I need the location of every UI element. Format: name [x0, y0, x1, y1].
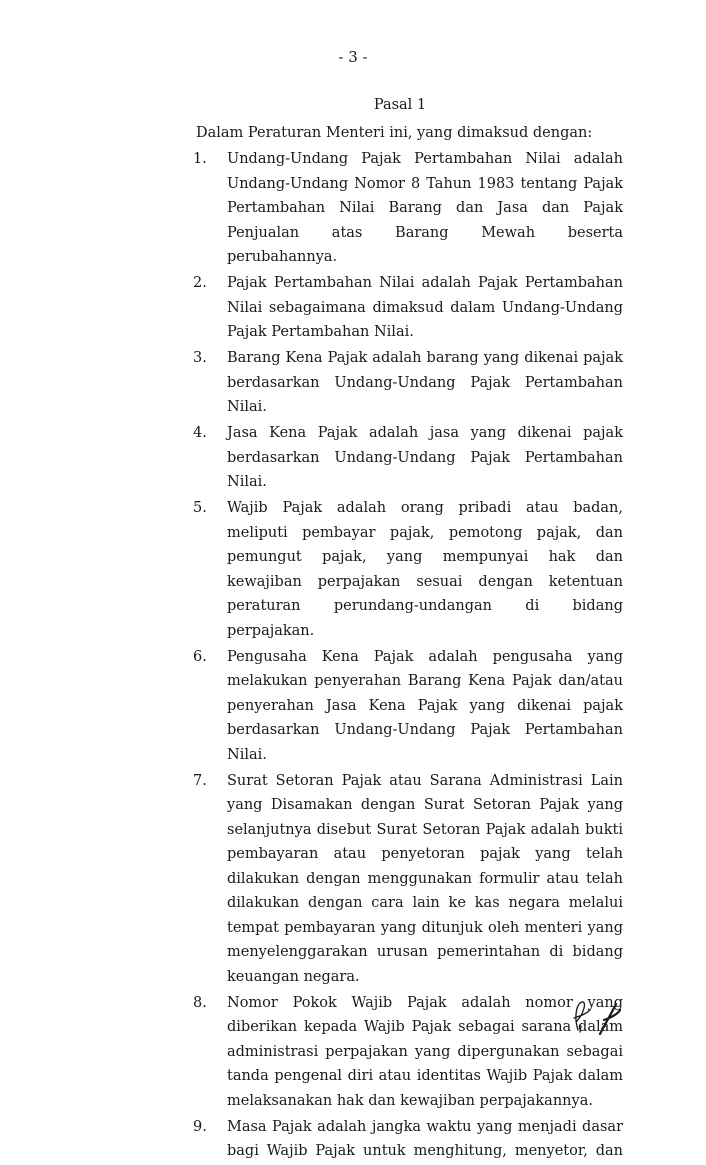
item-number: 3.	[193, 350, 207, 366]
item-text: Pengusaha Kena Pajak adalah pengusaha yang melakukan penyerahan Barang Kena Pajak dan/atau penyerahan Jasa Kena Pajak yang dikenai pajak berdasarkan Undang-Undang Pajak Pertambahan Nilai.	[227, 648, 623, 763]
item-text: Surat Setoran Pajak atau Sarana Administrasi Lain yang Disamakan dengan Surat Setoran Pajak yang selanjutnya disebut Surat Setoran Pajak adalah bukti pembayaran atau penyetoran pajak yang telah dilakukan dengan menggunakan formulir atau telah dilakukan dengan cara lain ke kas negara melalui tempat pembayaran yang ditunjuk oleh menteri yang menyelenggarakan urusan pemerintahan di bidang keuangan negara.	[227, 772, 623, 985]
item-number: 4.	[193, 425, 207, 441]
article-heading: Pasal 1	[373, 97, 427, 113]
item-number: 6.	[193, 648, 207, 665]
definition-item	[193, 1115, 623, 1164]
item-text: Wajib Pajak adalah orang pribadi atau badan, meliputi pembayar pajak, pemotong pajak, dan pemungut pajak, yang mempunyai hak dan kewajiban perpajakan sesuai dengan ketentuan peraturan perundang-undangan di bidang perpajakan.	[227, 500, 623, 639]
item-number: 2.	[193, 275, 207, 291]
definition-item	[193, 496, 623, 643]
definition-list	[193, 147, 623, 1165]
item-number: 1.	[193, 151, 207, 167]
definition-item	[193, 346, 623, 420]
item-text: Jasa Kena Pajak adalah jasa yang dikenai pajak berdasarkan Undang-Undang Pajak Pertambahan Nilai.	[227, 425, 623, 490]
item-number: 7.	[193, 772, 207, 789]
item-number: 8.	[193, 994, 207, 1011]
definition-item	[193, 645, 623, 768]
definition-item	[193, 769, 623, 990]
item-number: 5.	[193, 500, 207, 516]
page-number: - 3 -	[338, 48, 368, 66]
definition-item	[193, 271, 623, 345]
paraf-initials	[560, 996, 630, 1036]
definition-item	[193, 421, 623, 495]
intro-text: Dalam Peraturan Menteri ini, yang dimaksud dengan:	[196, 125, 593, 141]
item-text: Undang-Undang Pajak Pertambahan Nilai adalah Undang-Undang Nomor 8 Tahun 1983 tentang Pajak Pertambahan Nilai Barang dan Jasa dan Pajak Penjualan atas Barang Mewah beserta perubahannya.	[227, 151, 623, 265]
item-text: Nomor Pokok Wajib Pajak adalah nomor yang diberikan kepada Wajib Pajak sebagai sarana dalam administrasi perpajakan yang dipergunakan sebagai tanda pengenal diri atau identitas Wajib Pajak dalam melaksanakan hak dan kewajiban perpajakannya.	[227, 994, 623, 1109]
item-number: 9.	[193, 1118, 207, 1135]
definition-item	[193, 147, 623, 270]
definition-item	[193, 991, 623, 1114]
item-text: Masa Pajak adalah jangka waktu yang menjadi dasar bagi Wajib Pajak untuk menghitung, menyetor, dan	[227, 1118, 623, 1159]
item-text: Barang Kena Pajak adalah barang yang dikenai pajak berdasarkan Undang-Undang Pajak Pertambahan Nilai.	[227, 350, 623, 415]
item-text: Pajak Pertambahan Nilai adalah Pajak Pertambahan Nilai sebagaimana dimaksud dalam Undang-Undang Pajak Pertambahan Nilai.	[227, 275, 623, 340]
